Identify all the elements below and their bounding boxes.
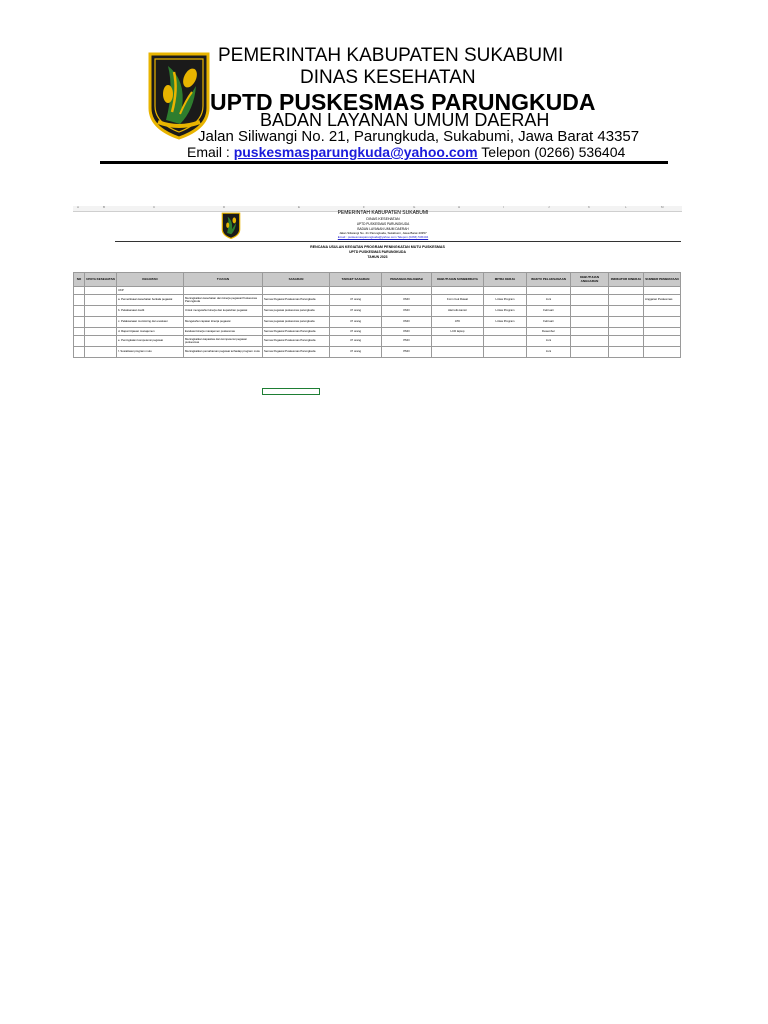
column-header: KEGIATAN (117, 273, 184, 287)
letterhead (0, 0, 768, 175)
table-cell[interactable] (74, 347, 85, 358)
mini-emblem-icon (221, 212, 241, 239)
sheet-header-line5: Jalan Siliwangi No. 21 Parungkuda, Sukabumi, Jawa Barat 43357 (339, 231, 427, 235)
table-cell[interactable]: 47 orang (330, 328, 382, 336)
table-cell[interactable]: LCD laptop (432, 328, 484, 336)
table-cell[interactable] (85, 347, 117, 358)
table-row (74, 287, 681, 295)
table-cell[interactable] (484, 328, 527, 336)
sheet-subtitle-year: TAHUN 2023 (367, 255, 388, 259)
table-cell[interactable]: a. Pemeriksaan kesehatan berkala pegawai (117, 295, 184, 306)
selected-cell[interactable] (262, 388, 320, 395)
table-cell[interactable]: b. Pelaksanaan Audit (117, 306, 184, 317)
table-cell[interactable] (609, 287, 644, 295)
table-cell[interactable]: Anggaran Puskesmas (644, 295, 681, 306)
sukabumi-regency-emblem-icon (146, 50, 212, 140)
table-cell[interactable]: 47 orang (330, 317, 382, 328)
table-cell[interactable] (74, 328, 85, 336)
table-cell[interactable]: Juni (527, 336, 571, 347)
table-cell[interactable] (644, 287, 681, 295)
column-header: NO (74, 273, 85, 287)
table-cell[interactable] (74, 295, 85, 306)
table-cell[interactable] (644, 328, 681, 336)
table-cell[interactable]: Semua Pegawai Puskesmas Parungkuda (263, 295, 330, 306)
table-row (74, 317, 681, 328)
sheet-subtitle-institution: UPTD PUSKESMAS PARUNGKUDA (349, 250, 406, 254)
table-cell[interactable]: Lintas Program (484, 306, 527, 317)
table-cell[interactable] (571, 328, 609, 336)
column-header: TUJUAN (184, 273, 263, 287)
column-header: KEBUTUHAN ANGGARAN (571, 273, 609, 287)
table-cell[interactable]: Form Cek Rawat (432, 295, 484, 306)
sheet-header-line4: BADAN LAYANAN UMUM DAERAH (357, 227, 409, 231)
table-cell[interactable] (85, 306, 117, 317)
table-cell[interactable] (609, 317, 644, 328)
table-cell[interactable]: Semua pegawai puskesmas parungkuda (263, 306, 330, 317)
table-cell[interactable] (609, 328, 644, 336)
column-header: SASARAN (263, 273, 330, 287)
table-cell[interactable] (85, 317, 117, 328)
table-cell[interactable] (571, 306, 609, 317)
table-cell[interactable]: f. Sosialisasi program mutu (117, 347, 184, 358)
letterhead-address: Jalan Siliwangi No. 21, Parungkuda, Sukabumi, Jawa Barat 43357 (198, 128, 640, 145)
table-cell[interactable] (74, 287, 85, 295)
column-letter[interactable]: E (298, 205, 301, 209)
column-header: MITRA KERJA (484, 273, 527, 287)
column-letter[interactable]: F (363, 205, 365, 209)
column-letter[interactable]: B (103, 205, 106, 209)
table-cell[interactable]: KMO (382, 306, 432, 317)
letterhead-institution: UPTD PUSKESMAS PARUNGKUDA (210, 89, 596, 115)
column-letter[interactable]: I (503, 205, 504, 209)
column-header: TARGET SASARAN (330, 273, 382, 287)
column-header: PENANGGUNGJAWAB (382, 273, 432, 287)
table-cell[interactable] (484, 347, 527, 358)
table-cell[interactable] (263, 287, 330, 295)
column-letter[interactable]: K (588, 205, 591, 209)
email-label: Email : (187, 144, 234, 160)
table-cell[interactable]: 47 orang (330, 347, 382, 358)
table-cell[interactable]: Meningkatkan kesehatan dan kinerja pegawai Puskesmas Parungkuda (184, 295, 263, 306)
letterhead-divider (100, 161, 668, 164)
table-cell[interactable] (432, 287, 484, 295)
column-letter[interactable]: D (223, 205, 226, 209)
email-link[interactable]: puskesmasparungkuda@yahoo.com (233, 144, 478, 160)
sheet-title: RENCANA USULAN KEGIATAN PROGRAM PENINGKATAN MUTU PUSKESMAS (310, 245, 445, 249)
table-cell[interactable] (571, 347, 609, 358)
table-cell[interactable]: Juni (527, 295, 571, 306)
table-cell[interactable] (74, 317, 85, 328)
table-cell[interactable]: d. Rapat tinjauan manajemen (117, 328, 184, 336)
embedded-spreadsheet (73, 206, 682, 409)
column-letter[interactable]: L (625, 205, 627, 209)
table-cell[interactable]: 47 orang (330, 306, 382, 317)
table-cell[interactable] (432, 347, 484, 358)
table-cell[interactable]: KMO (382, 317, 432, 328)
table-cell[interactable] (74, 306, 85, 317)
table-cell[interactable] (609, 347, 644, 358)
table-cell[interactable] (85, 287, 117, 295)
table-cell[interactable]: Semua pegawai puskesmas parungkuda (263, 317, 330, 328)
table-cell[interactable]: KMO (382, 328, 432, 336)
table-cell[interactable]: Februari (527, 317, 571, 328)
column-letter[interactable]: C (153, 205, 156, 209)
column-header: SUMBER PEMBIAYAAN (644, 273, 681, 287)
column-letter[interactable]: M (661, 205, 664, 209)
table-cell[interactable] (571, 287, 609, 295)
column-header: INDIKATOR KINERJA (609, 273, 644, 287)
table-header-row (74, 273, 681, 287)
sheet-header-line1: PEMERINTAH KABUPATEN SUKABUMI (337, 210, 429, 216)
table-cell[interactable]: 47 orang (330, 295, 382, 306)
activity-plan-table (73, 272, 681, 358)
sheet-header-line3: UPTD PUSKESMAS PARUNGKUDA (356, 222, 410, 226)
phone-text: Telepon (0266) 536404 (477, 144, 626, 160)
table-cell[interactable]: 47 orang (330, 336, 382, 347)
table-cell[interactable] (571, 295, 609, 306)
table-cell[interactable]: PMO (382, 336, 432, 347)
table-cell[interactable] (527, 287, 571, 295)
table-cell[interactable]: Alat tulis kantor (432, 306, 484, 317)
table-cell[interactable] (74, 336, 85, 347)
column-header: KEBUTUHAN SUMBERDAYA (432, 273, 484, 287)
column-letter[interactable]: A (77, 205, 80, 209)
table-cell[interactable]: Desember (527, 328, 571, 336)
table-cell[interactable]: Februari (527, 306, 571, 317)
table-cell[interactable]: e. Peningkatan kompetensi pegawai (117, 336, 184, 347)
table-cell[interactable] (382, 287, 432, 295)
table-cell[interactable] (644, 317, 681, 328)
table-cell[interactable]: ATK (432, 317, 484, 328)
table-cell[interactable] (644, 336, 681, 347)
table-cell[interactable]: Lintas Program (484, 295, 527, 306)
table-cell[interactable] (330, 287, 382, 295)
column-letter[interactable]: G (413, 205, 416, 209)
table-cell[interactable] (484, 287, 527, 295)
table-cell[interactable] (644, 347, 681, 358)
table-cell[interactable]: UKP (117, 287, 184, 295)
table-row (74, 347, 681, 358)
table-cell[interactable] (644, 306, 681, 317)
table-cell[interactable]: Semua Pegawai Puskesmas Parungkuda (263, 347, 330, 358)
table-cell[interactable]: c. Pelaksanaan monitoring dan evaluasi (117, 317, 184, 328)
table-cell[interactable]: Meningkatkan kapasitas dan kompetensi pegawai puskesmas (184, 336, 263, 347)
table-cell[interactable]: Semua Pegawai Puskesmas Parungkuda (263, 336, 330, 347)
table-row (74, 295, 681, 306)
table-cell[interactable] (85, 295, 117, 306)
table-cell[interactable] (609, 336, 644, 347)
table-cell[interactable] (85, 336, 117, 347)
table-cell[interactable] (85, 328, 117, 336)
column-letter[interactable]: H (458, 205, 461, 209)
table-cell[interactable]: Mengetahui capaian kinerja pegawai (184, 317, 263, 328)
sheet-header-line6: Email : puskesmasparungkuda@yahoo.com Telepon (0266) 536404 (337, 235, 429, 239)
table-cell[interactable] (432, 336, 484, 347)
table-cell[interactable]: Meningkatkan pemahaman pegawai terhadap program mutu (184, 347, 263, 358)
letterhead-agency-type: BADAN LAYANAN UMUM DAERAH (260, 110, 550, 130)
table-cell[interactable] (571, 336, 609, 347)
table-row (74, 328, 681, 336)
table-cell[interactable]: Untuk mengetahui kinerja dan kepatuhan pegawai (184, 306, 263, 317)
table-cell[interactable] (184, 287, 263, 295)
sheet-header-line2: DINAS KESEHATAN (366, 217, 400, 221)
table-cell[interactable]: Semua Pegawai Puskesmas Parungkuda (263, 328, 330, 336)
table-cell[interactable]: Evaluasi kinerja manajemen puskesmas (184, 328, 263, 336)
table-cell[interactable]: KMO (382, 295, 432, 306)
table-cell[interactable] (484, 336, 527, 347)
table-cell[interactable]: Juni (527, 347, 571, 358)
column-header: WAKTU PELAKSANAAN (527, 273, 571, 287)
letterhead-government: PEMERINTAH KABUPATEN SUKABUMI (218, 45, 564, 66)
sheet-header-divider (115, 241, 681, 242)
column-letter[interactable]: J (548, 205, 550, 209)
letterhead-department: DINAS KESEHATAN (300, 67, 476, 88)
table-cell[interactable]: Lintas Program (484, 317, 527, 328)
letterhead-contact (187, 144, 625, 160)
table-cell[interactable] (571, 317, 609, 328)
table-cell[interactable] (609, 295, 644, 306)
table-cell[interactable]: PMO (382, 347, 432, 358)
table-row (74, 336, 681, 347)
column-header: UPAYA KESEHATAN (85, 273, 117, 287)
table-row (74, 306, 681, 317)
table-cell[interactable] (609, 306, 644, 317)
